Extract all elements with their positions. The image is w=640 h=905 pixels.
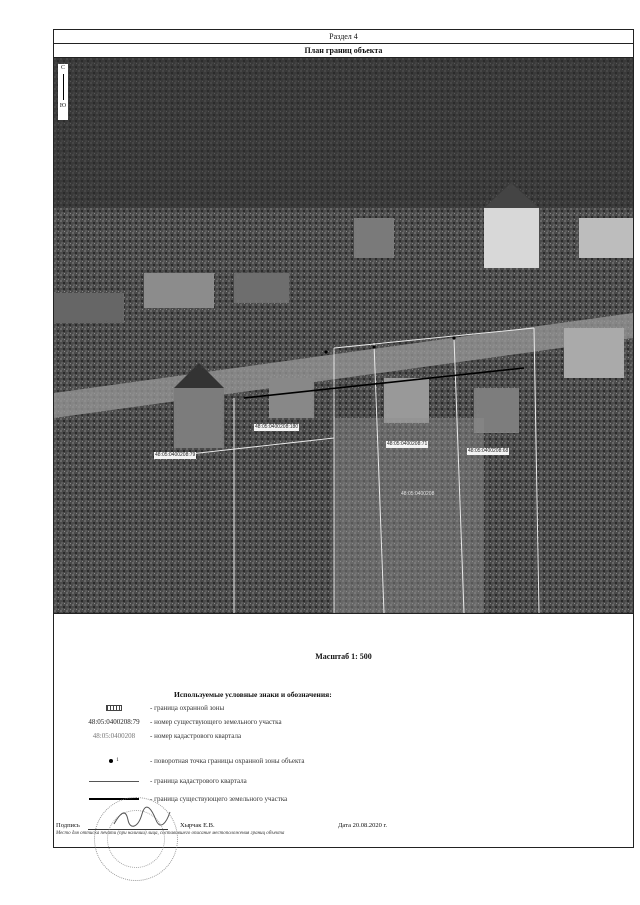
plot-label: 48:05:0400208:79 [155, 452, 196, 458]
signature-date: Дата 20.08.2020 г. [338, 822, 388, 829]
legend-title: Используемые условные знаки и обозначения: [174, 690, 332, 699]
section-header: Раздел 4 [54, 30, 633, 44]
signature-icon [112, 806, 172, 830]
legend-item-protection-zone [54, 702, 633, 714]
plot-label: 48:05:0400208:71 [387, 441, 428, 447]
quarter-label: 48:05:0400208 [401, 491, 435, 497]
legend-label: - граница существующего земельного участка [150, 795, 288, 803]
plot-label: 48:05:0400208:180 [255, 424, 299, 430]
legend-sample: 1 [116, 758, 119, 764]
north-label: С [60, 65, 65, 71]
legend-item-quarter-boundary [54, 775, 633, 787]
legend-label: - граница кадастрового квартала [150, 777, 247, 785]
north-arrow [58, 64, 68, 120]
north-arrow-icon [63, 74, 64, 100]
hatch-line-icon [106, 705, 122, 711]
dot-icon [109, 759, 113, 763]
legend-label: - граница охранной зоны [150, 704, 225, 712]
south-label: Ю [59, 103, 67, 109]
thin-line-icon [89, 781, 139, 782]
scale-label: Масштаб 1: 500 [315, 652, 372, 661]
page-title: План границ объекта [54, 44, 633, 58]
legend-label: - номер существующего земельного участка [150, 718, 282, 726]
legend-label: - номер кадастрового квартала [150, 732, 242, 740]
document-frame [53, 29, 634, 848]
aerial-photo-image [54, 58, 633, 613]
signature-label: Подпись [56, 822, 80, 829]
legend-sample: 48:05:0400208 [92, 732, 136, 740]
plot-label: 48:05:0400208:68 [468, 448, 509, 454]
legend-item-plot-number [54, 716, 633, 728]
aerial-photo [54, 58, 633, 614]
stamp-note: Место для оттиска печати (при наличии) лица, составившего описание местоположения границ объекта [56, 831, 285, 836]
legend-label: - поворотная точка границы охранной зоны объекта [150, 757, 305, 765]
legend-sample: 48:05:0400208:79 [88, 718, 140, 726]
signer-name: Хырчак Е.В. [180, 822, 215, 829]
legend-item-turning-point [54, 755, 633, 767]
legend-item-quarter-number [54, 730, 633, 742]
